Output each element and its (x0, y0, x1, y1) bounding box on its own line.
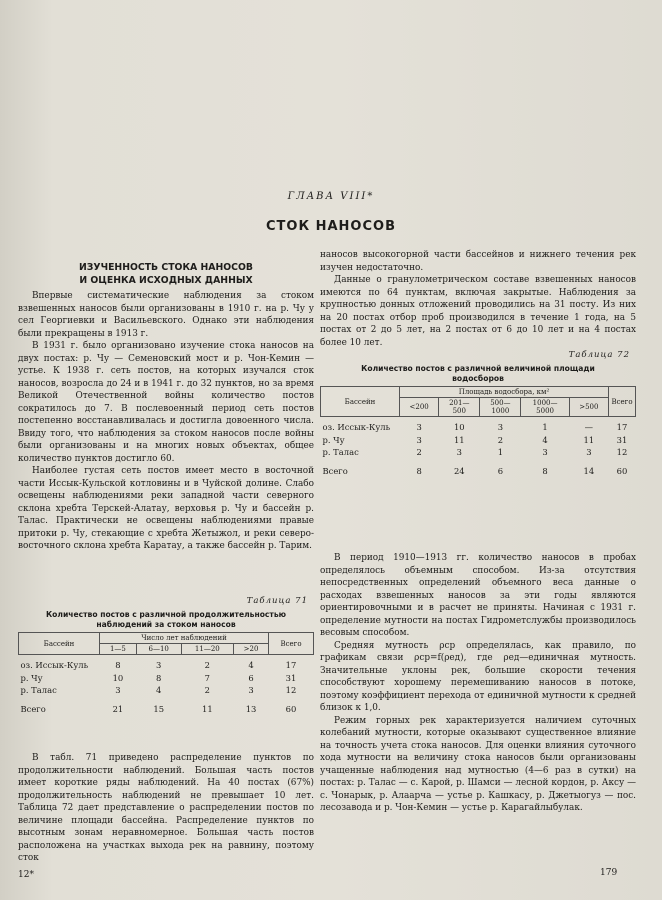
table-subheader: 500— 1000 (480, 398, 521, 417)
table-cell: 2 (204, 685, 210, 696)
table-row (321, 434, 636, 447)
table-header-total: Всего (609, 387, 636, 417)
section-title-line: И ОЦЕНКА ИСХОДНЫХ ДАННЫХ (79, 274, 253, 286)
table-header-basin: Бассейн (321, 387, 400, 417)
table-cell: 21 (112, 703, 124, 714)
table-cell: 14 (583, 465, 595, 476)
table-cell: 3 (416, 422, 422, 433)
left-column-text-after (18, 752, 314, 865)
table-cell: 3 (456, 447, 462, 458)
table-subheader: 6—10 (136, 644, 181, 655)
table-cell: р. Чу (20, 672, 43, 683)
table-cell: 10 (112, 672, 124, 683)
table-subheader: 11—20 (181, 644, 234, 655)
table-subheader: >20 (234, 644, 269, 655)
table-row (321, 417, 636, 434)
table-subheader: 1—5 (100, 644, 137, 655)
table-title-line: водосборов (452, 373, 504, 383)
table-cell: оз. Иссык-Куль (20, 660, 89, 671)
table-cell: 1 (542, 422, 548, 433)
table-cell: 3 (497, 422, 504, 433)
table-cell: Всего (20, 703, 46, 714)
table-cell: р. Чу (322, 434, 345, 445)
table-cell: 11 (453, 434, 465, 445)
table-cell: 60 (285, 703, 297, 714)
paragraph: В период 1910—1913 гг. количество наносов в пробах определялось объемным способом. Из-за отсутствия непосредственных определений объемного веса данные о расходах взвешенных наносов за эти годы являются ориентировочными и в расчет не приняты. Начиная с 1931 г. определение мутности на постах Гидрометслужбы производилось весовым способом. (320, 553, 636, 638)
table-cell: 2 (416, 447, 422, 458)
table-cell: 4 (542, 434, 548, 445)
page-number-right: 179 (600, 868, 618, 878)
paragraph: Данные о гранулометрическом составе взвешенных наносов имеются по 64 пунктам, включая закрытые. Наблюдения за крупностью донных отложений проводились на 31 посту. Из них на 20 постах отбор проб производился в течение 1 года, на 5 постах от 2 до 5 лет, на 2 постах от 6 до 10 лет и на 4 постах более 10 лет. (320, 275, 636, 348)
table-cell: 24 (453, 465, 465, 476)
table-row (19, 684, 314, 697)
table-subheader: 201— 500 (439, 398, 480, 417)
table-cell: 12 (616, 447, 628, 458)
table-cell: 6 (248, 672, 254, 683)
table-cell: 6 (497, 465, 504, 476)
table-header-group: Число лет наблюдений (100, 633, 269, 644)
table-cell: р. Талас (322, 447, 359, 458)
section-title-line: ИЗУЧЕННОСТЬ СТОКА НАНОСОВ (79, 262, 253, 273)
table-cell: 11 (202, 703, 213, 714)
table-71 (18, 632, 314, 715)
table-cell: 60 (616, 465, 628, 476)
table-cell: 3 (542, 447, 548, 458)
table-subheader: >500 (569, 398, 608, 417)
paragraph: наносов высокогорной части бассейнов и нижнего течения рек изучен недостаточно. (320, 250, 636, 273)
section-title (18, 262, 314, 287)
table-title-line: Количество постов с различной величиной площади (361, 364, 595, 373)
table-subheader: 1000— 5000 (521, 398, 569, 417)
paragraph: Средняя мутность ρср определялась, как правило, по графикам связи ρср=f(ρед), где ρед—единичная мутность. Значительные уклоны рек, большие скорости течения способствуют хорошему перемешиванию наносов в потоке, поэтому коэффициент перехода от единичной мутности к средней близок к 1,0. (320, 640, 636, 713)
table-row (321, 446, 636, 459)
table-row (19, 672, 314, 685)
table-cell: 17 (285, 660, 297, 671)
table-header-total: Всего (269, 633, 314, 655)
table-cell: 15 (153, 703, 165, 714)
right-column-text-after (320, 552, 636, 815)
table-cell: 3 (156, 660, 162, 671)
table-cell: 8 (156, 672, 162, 683)
table-cell: 17 (616, 422, 628, 433)
table-cell: р. Талас (20, 685, 57, 696)
left-column-text (18, 290, 314, 553)
table-subheader: <200 (400, 398, 439, 417)
table-cell: — (584, 422, 594, 433)
table-header-group: Площадь водосбора, км² (400, 387, 609, 398)
table-72-title (320, 364, 636, 383)
paragraph: В табл. 71 приведено распределение пунктов по продолжительности наблюдений. Большая часть постов имеет короткие ряды наблюдений. На 40 постах (67%) продолжительность наблюдений не превышает 10 лет. Таблица 72 дает представление о распределении постов по величине площади бассейна. Распределение пунктов по высотным зонам неравномерное. Большая часть постов расположена на участках выхода рек на равнину, поэтому сток (18, 753, 314, 863)
table-cell: 8 (542, 465, 548, 476)
chapter-label: ГЛАВА VIII* (287, 191, 375, 202)
table-cell: 8 (416, 465, 422, 476)
table-cell: 10 (453, 422, 465, 433)
table-71-caption: Таблица 71 (246, 596, 308, 606)
table-cell: 12 (285, 685, 297, 696)
table-cell: 3 (248, 685, 254, 696)
table-title-line: наблюдений за стоком наносов (96, 619, 236, 629)
page-number-left: 12* (18, 870, 34, 880)
table-72-caption: Таблица 72 (568, 350, 630, 360)
table-71-title (18, 610, 314, 629)
paragraph: Наиболее густая сеть постов имеет место в восточной части Иссык-Кульской котловины и в Чуйской долине. Слабо освещены наблюдениями реки западной части северного склона хребта Терскей-Алатау, верховья р. Чу и бассейн р. Талас. Практически не освещены наблюдениями правые притоки р. Чу, стекающие с хребта Жетыжол, и реки северо-восточного склона хребта Каратау, а также бассейн р. Тарим. (18, 466, 314, 551)
table-cell: 11 (583, 434, 595, 445)
table-cell: 2 (204, 660, 210, 671)
table-row (19, 655, 314, 672)
chapter-title: СТОК НАНОСОВ (266, 219, 396, 234)
table-cell: 3 (115, 685, 121, 696)
table-72 (320, 386, 636, 477)
table-cell: 31 (285, 672, 297, 683)
table-total-row (321, 459, 636, 478)
table-cell: 3 (416, 434, 422, 445)
table-cell: оз. Иссык-Куль (322, 422, 391, 433)
right-column-text (320, 249, 636, 349)
table-cell: 2 (497, 434, 504, 445)
table-total-row (19, 697, 314, 716)
paragraph: Режим горных рек характеризуется наличием суточных колебаний мутности, которые оказывают существенное влияние на точность учета стока наносов. Для оценки влияния суточного хода мутности на величину стока наносов были организованы учащенные наблюдения над мутностью (4—6 раз в сутки) на постах: р. Талас — с. Карой, р. Шамси — лесной кордон, р. Аксу — с. Чонарык, р. Алаарча — устье р. Кашкасу, р. Джетыогуз — пос. лесозавода и р. Чон-Кемин — устье р. Карагайлыбулак. (320, 715, 636, 813)
paragraph: Впервые систематические наблюдения за стоком взвешенных наносов были организованы в 1910 г. на р. Чу у сел Георгиевки и Васильевского. Однако эти наблюдения были прекращены в 1913 г. (18, 291, 314, 339)
table-header-basin: Бассейн (19, 633, 100, 655)
table-cell: 7 (204, 672, 210, 683)
table-cell: Всего (322, 465, 348, 476)
table-cell: 8 (115, 660, 121, 671)
table-title-line: Количество постов с различной продолжительностью (45, 610, 287, 619)
table-cell: 13 (245, 703, 257, 714)
table-cell: 31 (616, 434, 628, 445)
table-cell: 4 (156, 685, 162, 696)
table-cell: 3 (586, 447, 592, 458)
paragraph: В 1931 г. было организовано изучение стока наносов на двух постах: р. Чу — Семеновский мост и р. Чон-Кемин — устье. К 1938 г. сеть постов, на которых изучался сток наносов, возросла до 24 и в 1941 г. до 32 пунктов, но за время Великой Отечественной войны количество постов сократилось до 7. В послевоенный период сеть постов постепенно восстанавливалась и достигла довоенного числа. Ввиду того, что наблюдения за стоком наносов после войны были организованы и на многих новых объектах, общее количество пунктов достигло 60. (18, 341, 314, 464)
table-cell: 1 (497, 447, 504, 458)
table-cell: 4 (248, 660, 254, 671)
